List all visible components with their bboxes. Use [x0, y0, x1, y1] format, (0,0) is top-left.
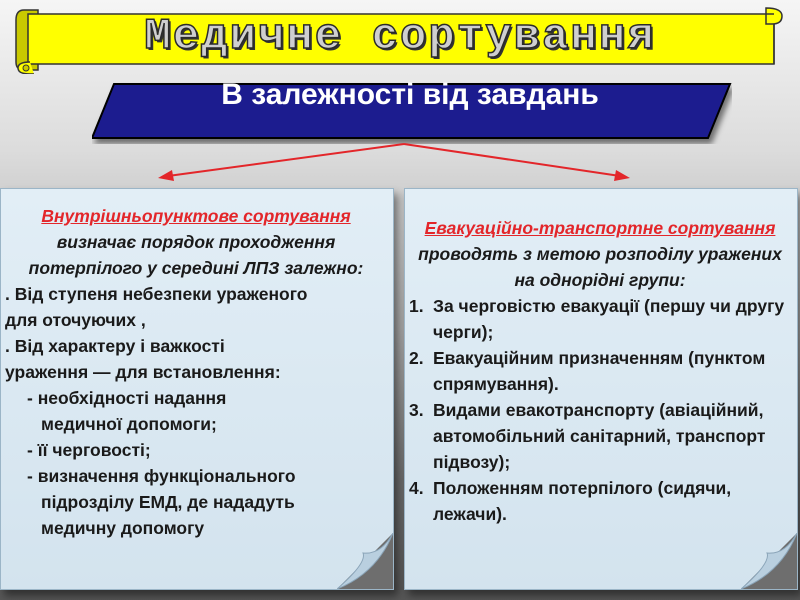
list-item-number: 2.: [409, 348, 424, 368]
list-item: [409, 345, 791, 397]
left-line: - необхідності надання: [27, 388, 227, 408]
subtitle: В залежності від завдань: [221, 78, 599, 111]
list-item-text: За черговістю евакуації (першу чи другу черги);: [433, 296, 785, 342]
left-line: . Від характеру і важкості: [5, 336, 225, 356]
list-item-text: Положенням потерпілого (сидячи, лежачи).: [433, 478, 732, 524]
list-item: [409, 475, 791, 527]
list-item-text: Евакуаційним призначенням (пунктом спрямування).: [433, 348, 766, 394]
page-title: Медичне сортування: [144, 12, 656, 62]
left-line: для оточуючих ,: [5, 310, 146, 330]
list-item-text: Видами евакотранспорту (авіаційний, автомобільний санітарний, транспорт підвозу);: [433, 400, 766, 472]
list-item: [409, 397, 791, 475]
right-card: [404, 188, 798, 590]
left-intro-text: визначає порядок проходження потерпілого у середині ЛПЗ залежно:: [28, 232, 364, 278]
list-item-number: 4.: [409, 478, 424, 498]
right-heading: Евакуаційно-транспортне сортування: [424, 218, 776, 238]
left-line: - її черговості;: [27, 440, 151, 460]
left-line: підрозділу ЕМД, де нададуть: [41, 492, 295, 512]
list-item: [409, 293, 791, 345]
right-list: [409, 293, 791, 527]
left-heading: Внутрішньопунктове сортування: [41, 206, 351, 226]
left-line: медичної допомоги;: [41, 414, 217, 434]
left-line: - визначення функціонального: [27, 466, 296, 486]
left-intro: [5, 203, 387, 281]
right-intro-text: проводять з метою розподілу уражених на однорідні групи:: [418, 244, 782, 290]
page-curl-icon: [337, 533, 393, 589]
list-item-number: 3.: [409, 400, 424, 420]
left-line: медичну допомогу: [41, 518, 205, 538]
left-card: [0, 188, 394, 590]
right-intro: [409, 215, 791, 293]
list-item-number: 1.: [409, 296, 424, 316]
page-curl-icon: [741, 533, 797, 589]
left-line: ураження — для встановлення:: [5, 362, 281, 382]
left-line: . Від ступеня небезпеки ураженого: [5, 284, 308, 304]
